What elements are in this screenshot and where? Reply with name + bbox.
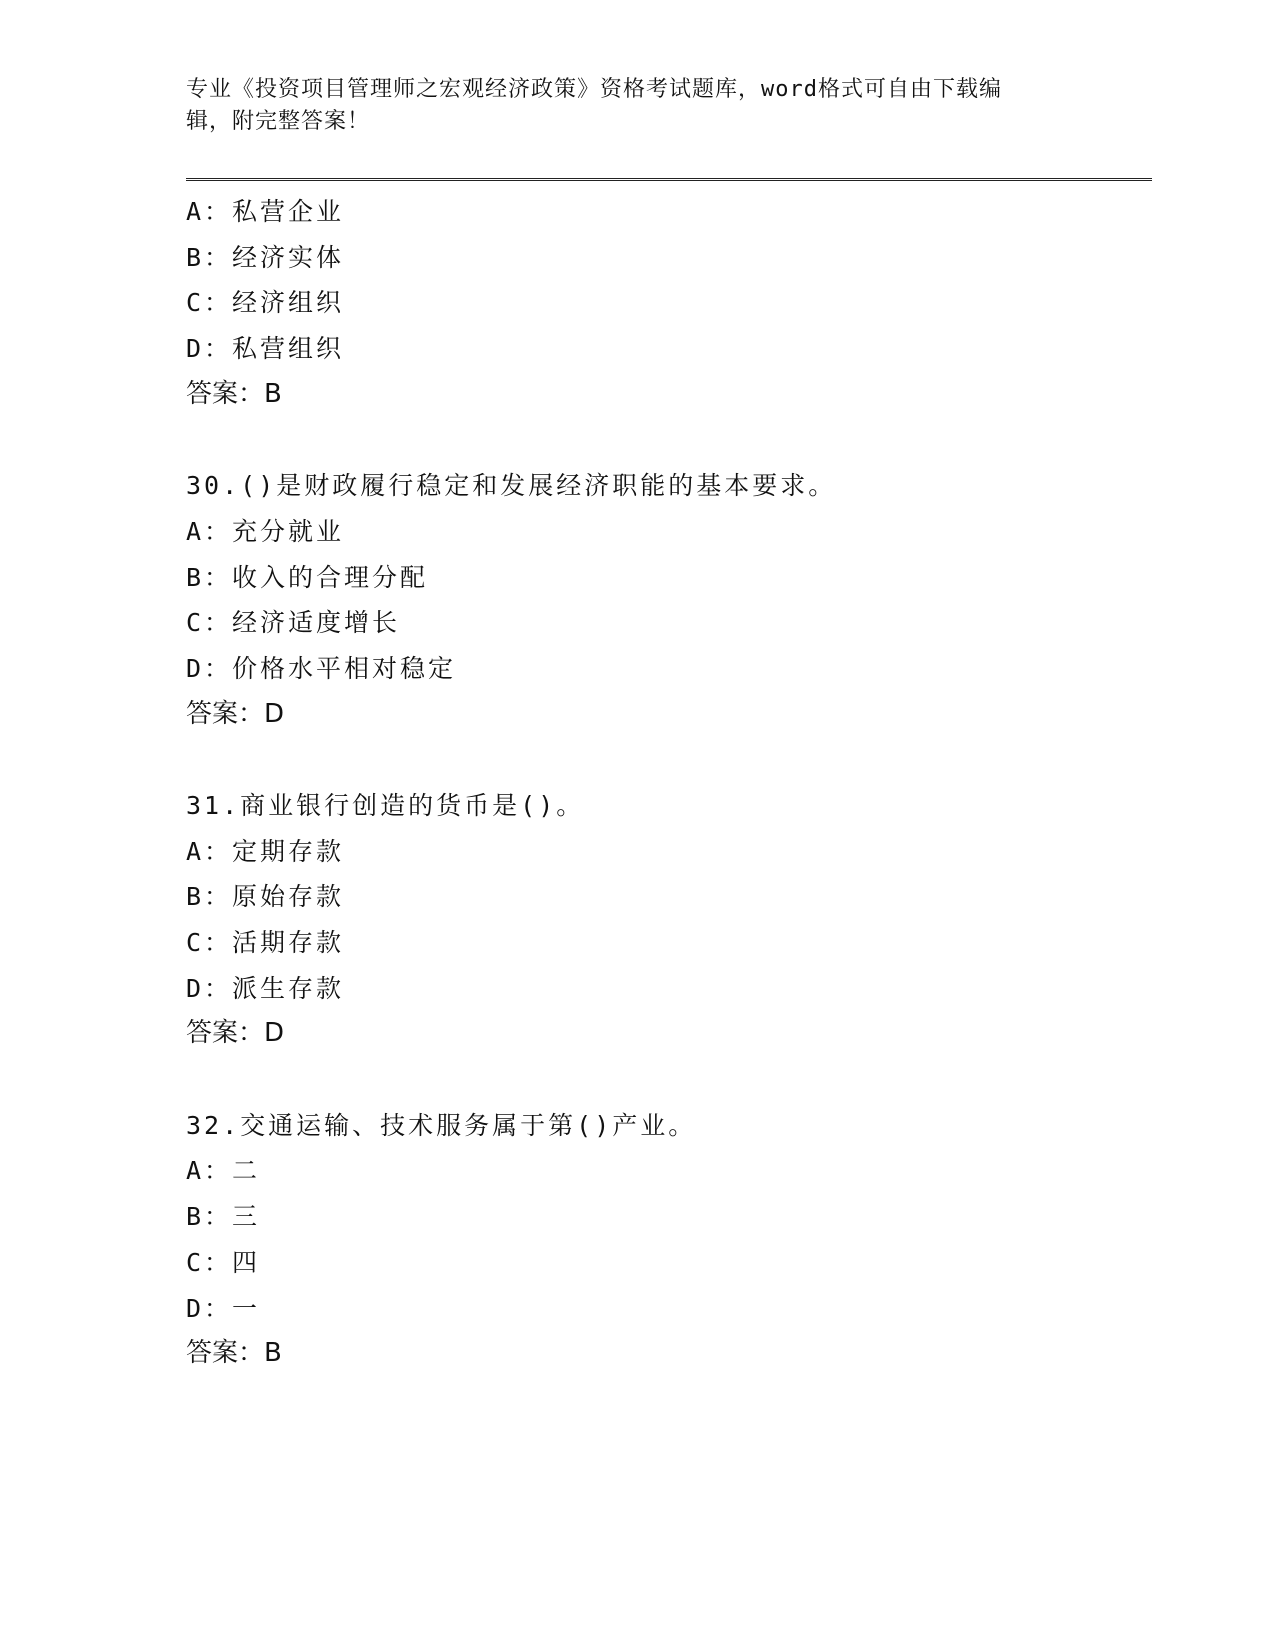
question-30	[186, 463, 1152, 737]
option-b: B：三	[186, 1202, 261, 1232]
question-32	[186, 1103, 1152, 1377]
option-b: B：收入的合理分配	[186, 562, 429, 592]
option-d: D：价格水平相对稳定	[186, 653, 457, 683]
option-a: A：私营企业	[186, 197, 345, 226]
option-d: D：私营组织	[186, 334, 345, 364]
question-stem: 30.()是财政履行稳定和发展经济职能的基本要求。	[186, 471, 837, 501]
option-c: C：四	[186, 1247, 261, 1277]
page-header	[186, 74, 1066, 138]
option-b: B：经济实体	[186, 242, 345, 272]
option-c: C：经济适度增长	[186, 608, 401, 638]
question-stem: 31.商业银行创造的货币是()。	[186, 790, 585, 820]
option-d: D：一	[186, 1293, 261, 1323]
header-line-1: 专业《投资项目管理师之宏观经济政策》资格考试题库，word格式可自由下载编	[186, 77, 1002, 102]
header-divider	[186, 178, 1152, 181]
question-stem: 32.交通运输、技术服务属于第()产业。	[186, 1110, 697, 1140]
spacer	[186, 1057, 1152, 1103]
option-a: A：定期存款	[186, 836, 345, 866]
option-c: C：活期存款	[186, 928, 345, 957]
option-d: D：派生存款	[186, 973, 345, 1003]
answer-line: 答案：D	[186, 698, 285, 729]
option-b: B：原始存款	[186, 882, 345, 912]
spacer	[186, 417, 1152, 463]
option-c: C：经济组织	[186, 288, 345, 318]
answer-line: 答案：D	[186, 1018, 285, 1049]
header-line-2: 辑，附完整答案！	[186, 109, 371, 134]
answer-line: 答案：B	[186, 1338, 282, 1369]
option-a: A：二	[186, 1156, 261, 1186]
option-a: A：充分就业	[186, 516, 345, 546]
question-29-continued	[186, 189, 1152, 417]
question-list	[186, 189, 1152, 1377]
spacer	[186, 737, 1152, 783]
question-31	[186, 783, 1152, 1057]
answer-line: 答案：B	[186, 378, 282, 409]
